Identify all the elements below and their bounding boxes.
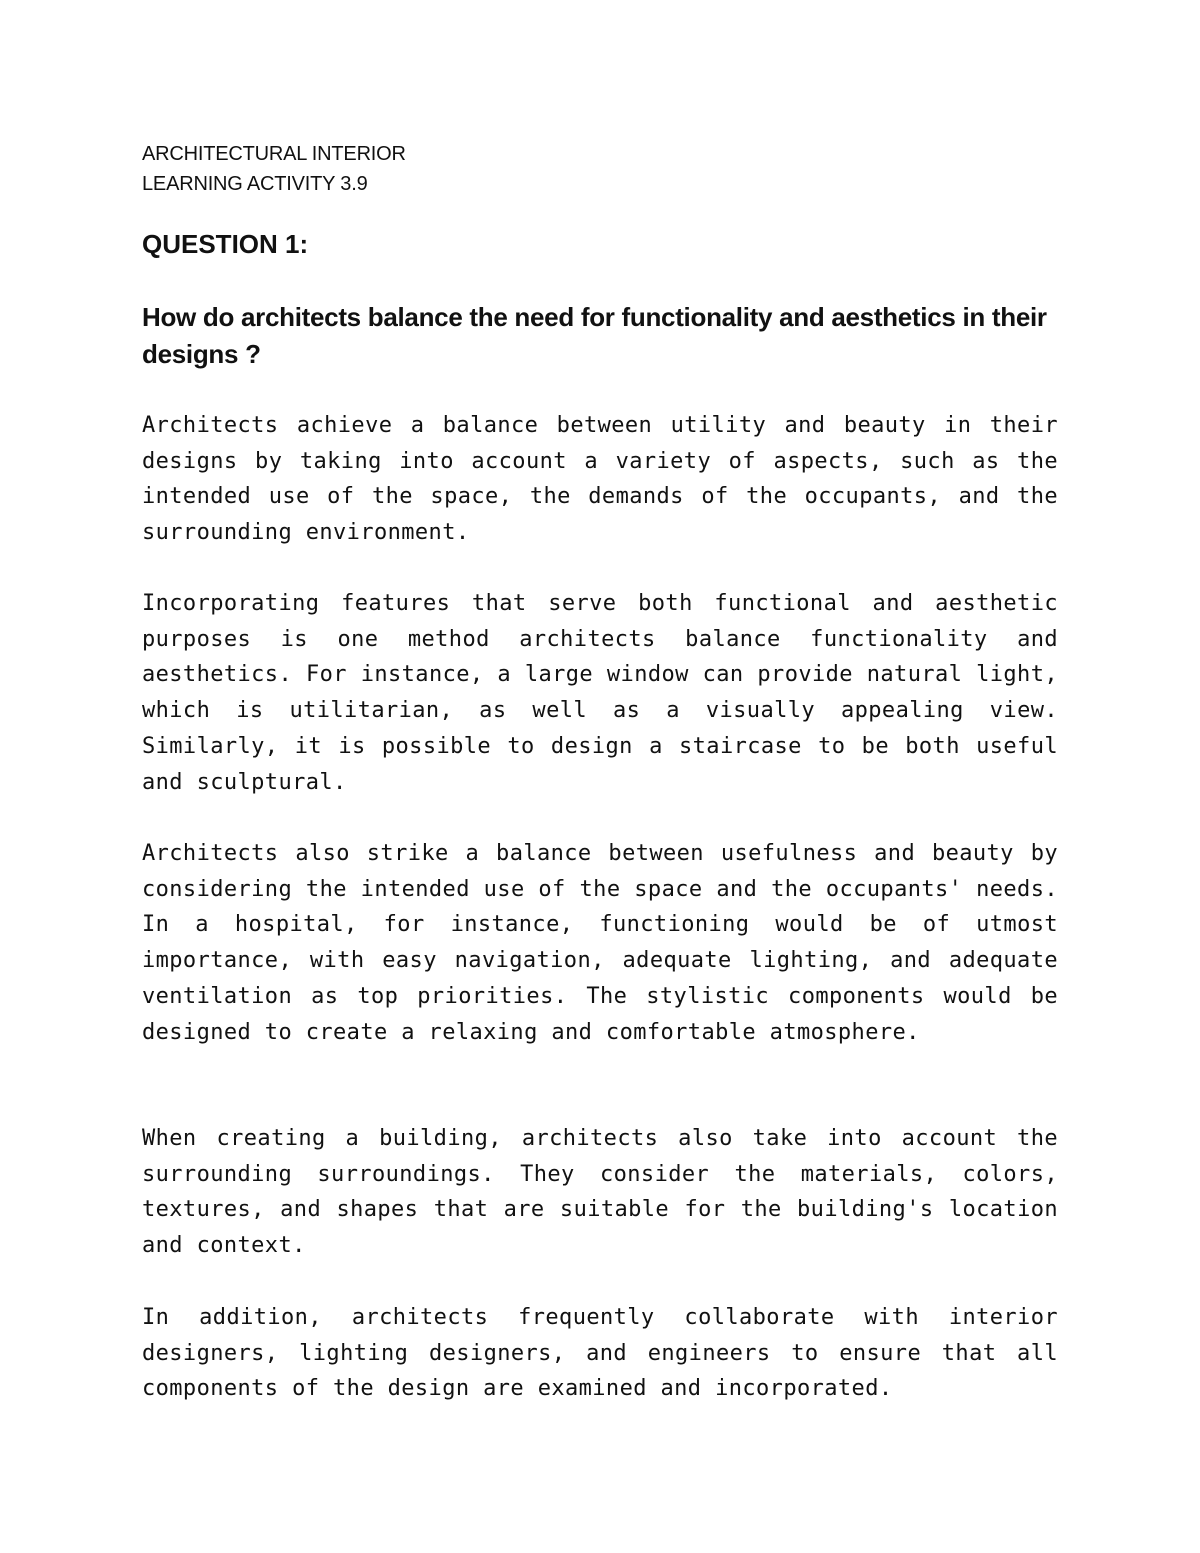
- answer-paragraph: Architects achieve a balance between utility and beauty in their designs by taking into account a variety of aspects, such as the intended use of the space, the demands of the occupants, and the surrounding environment.: [142, 413, 1058, 546]
- answer-paragraph: In addition, architects frequently collaborate with interior designers, lighting designers, and engineers to ensure that all components of the design are examined and incorporated.: [142, 1305, 1058, 1402]
- answer-paragraph: Architects also strike a balance between usefulness and beauty by considering the intended use of the space and the occupants' needs. In a hospital, for instance, functioning would be of utmost importance, with easy navigation, adequate lighting, and adequate ventilation as top priorities. The stylistic components would be designed to create a relaxing and comfortable atmosphere.: [142, 841, 1058, 1045]
- activity-title: LEARNING ACTIVITY 3.9: [142, 173, 368, 195]
- question-text: How do architects balance the need for functionality and aesthetics in their designs ?: [142, 302, 1047, 369]
- answer-paragraph: Incorporating features that serve both functional and aesthetic purposes is one method architects balance functionality and aesthetics. For instance, a large window can provide natural light, which is utilitarian, as well as a visually appealing view. Similarly, it is possible to design a staircase to be both useful and sculptural.: [142, 591, 1058, 795]
- question-heading: QUESTION 1:: [142, 229, 309, 259]
- course-title: ARCHITECTURAL INTERIOR: [142, 143, 406, 165]
- answer-paragraph: When creating a building, architects also take into account the surrounding surroundings. They consider the materials, colors, textures, and shapes that are suitable for the building's location and context.: [142, 1126, 1058, 1259]
